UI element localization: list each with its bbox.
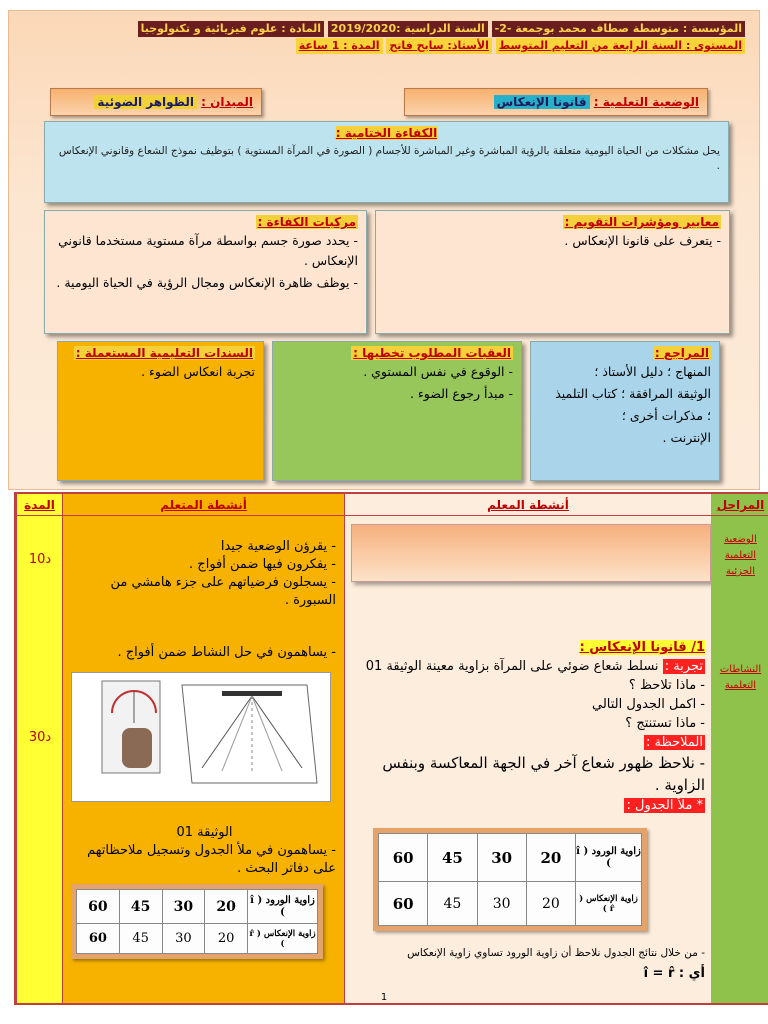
table-cell: 45 [119,890,162,924]
criteria-title: معايير ومؤشرات التقويم : [564,215,719,229]
reflection-label: زاوية الإنعكاس ( r̂ ) [248,924,318,954]
conclusion-text: - من خلال نتائج الجدول نلاحظ أن زاوية الورود تساوي زاوية الإنعكاس [407,947,705,959]
table-cell: 20 [526,834,575,882]
learner-block-1 [73,538,336,610]
table-cell: 20 [526,882,575,926]
learner-activities-column [62,494,344,1003]
level-text: المستوى : السنة الرابعة من التعليم المتوسط [496,38,745,54]
materials-title: السندات التعليمية المستعملة : [75,346,253,360]
page-number: 1 [380,992,388,1003]
situation-key: الوضعية التعلمية : [593,95,699,109]
domain-value: الظواهر الضوئية [94,95,197,109]
experiment-text: نسلط شعاع ضوئي على المرآة بزاوية معينة الوثيقة 01 [365,659,659,674]
learner-line: - يفكرون فيها ضمن أفواج . [189,557,336,572]
criteria-line: - يتعرف على قانونا الإنعكاس . [564,233,721,248]
teacher-name-text: الأستاذ: سايح فاتح [386,38,492,54]
domain-box [50,88,262,116]
references-line-3: ؛ مذكرات أخرى ؛ [621,408,711,423]
evaluation-criteria-panel [375,210,730,334]
table-cell: 30 [162,890,205,924]
duration-text: المدة : 1 ساعة [296,38,383,54]
references-panel [530,341,720,481]
reflection-diagram [72,673,330,801]
incidence-label: زاوية الورود ( î ) [248,890,318,924]
situation-value: قانونا الإنعكاس [494,95,590,109]
materials-panel [57,341,264,481]
stages-header: المراحل [711,494,768,516]
teacher-angle-table [378,833,642,926]
duration-value-2: 30د [28,730,52,745]
learner-line: - يقرؤن الوضعية جيدا [220,539,336,554]
partial-situation-box [351,524,711,582]
header-row-institution [80,21,745,37]
obstacles-title: العقبات المطلوب تخطيها : [353,346,511,360]
question-1: - ماذا تلاحظ ؟ [628,678,705,693]
document-label: الوثيقة 01 [176,825,233,840]
note-text: - نلاحظ ظهور شعاع آخر في الجهة المعاكسة وبنفس الزاوية . [382,754,705,794]
table-cell: 20 [205,890,248,924]
teacher-content [351,638,705,815]
learner-header: أنشطة المتعلم [63,494,344,516]
header-row-level [80,38,745,54]
skills-line-2: - يوظف ظاهرة الإنعكاس ومجال الرؤية في الحياة اليومية . [56,275,358,290]
table-cell: 20 [205,924,248,954]
experiment-figure [71,672,331,802]
duration-column [16,494,62,1003]
skills-line-1: - يحدد صورة جسم بواسطة مرآة مستوية مستخدما قانوني الإنعكاس . [58,233,358,268]
teacher-angle-table-wrap [373,828,647,931]
table-cell: 30 [477,882,526,926]
note-key: الملاحظة : [645,735,703,750]
learner-angle-table-wrap [71,884,323,959]
incidence-label: زاوية الورود ( î ) [576,834,642,882]
situation-box [404,88,708,116]
competency-text: يحل مشكلات من الحياة اليومية متعلقة بالرؤية المباشرة وغير المباشرة للأجسام ( الصورة في المرآة المستوية ) بتوظيف نموذج الشعاع وقانوني الإنعكاس . [58,145,720,172]
final-competency-panel [44,121,729,203]
table-cell: 30 [477,834,526,882]
table-cell: 60 [379,834,428,882]
references-line-2: الوثيقة المرافقة ؛ كتاب التلميذ [555,386,711,401]
school-year-text: السنة الدراسية :2019/2020 [328,21,488,37]
lesson-activities-table [14,492,768,1005]
obstacles-panel [272,341,522,481]
learner-block-3: - يساهمون في ملأ الجدول وتسجيل ملاحظاتهم على دفاتر البحث . [87,843,336,876]
duration-header: المدة [17,494,62,516]
table-cell: 60 [77,890,120,924]
materials-line-1: تجربة انعكاس الضوء . [141,364,255,379]
table-cell: 45 [119,924,162,954]
fill-table-key: * ملأ الجدول : [626,798,703,813]
teacher-header: أنشطة المعلم [345,494,711,516]
table-cell: 45 [428,882,477,926]
table-cell: 60 [77,924,120,954]
competency-components-panel [44,210,367,334]
reflection-label: زاوية الإنعكاس ( r̂ ) [576,882,642,926]
question-3: - ماذا تستنتج ؟ [625,716,705,731]
learner-angle-table [76,889,318,954]
institution-text: المؤسسة : متوسطة صطاف محمد بوجمعة -2- [492,21,745,37]
subject-text: المادة : علوم فيزيائية و تكنولوجيا [138,21,324,37]
skills-title: مركبات الكفاءة : [257,215,356,229]
obstacles-line-2: - مبدأ رجوع الضوء . [409,386,513,401]
table-cell: 60 [379,882,428,926]
table-cell: 45 [428,834,477,882]
references-line-4: الإنترنت . [662,430,711,445]
section-title: 1/ قانونا الإنعكاس : [579,640,705,655]
table-cell: 30 [162,924,205,954]
stages-column [711,494,768,1003]
duration-value-1: 10د [28,552,52,567]
learner-line: - يسجلون فرضياتهم على جزء هامشي من السبورة . [110,575,336,608]
domain-key: الميدان : [201,95,253,109]
stage-label-1: الوضعية التعلمية الجزئية [724,534,757,577]
teacher-activities-column [344,494,711,1003]
stage-label-2: النشاطات التعلمية [719,664,762,691]
experiment-key: تجربة : [664,659,703,674]
learner-block-2: - يساهمون في حل النشاط ضمن أفواج . [117,645,336,660]
references-title: المراجع : [654,346,709,360]
competency-title: الكفاءة الختامية : [335,126,438,140]
question-2: - اكمل الجدول التالي [591,697,705,712]
obstacles-line-1: - الوقوع في نفس المستوي . [363,364,513,379]
references-line-1: المنهاج ؛ دليل الأستاذ ؛ [594,364,711,379]
formula-text: أي : î = r̂ [643,966,705,981]
